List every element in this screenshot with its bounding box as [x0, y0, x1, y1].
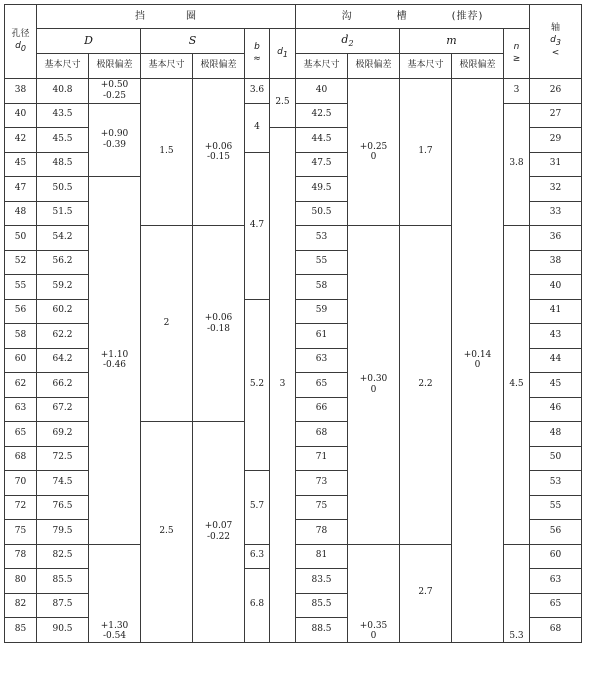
shaft-diameter-header [530, 5, 582, 79]
D-basic-size-cell: 62.2 [37, 324, 89, 349]
shaft-diameter-cell: 56 [530, 520, 582, 545]
D-limit-deviation-cell-upper: +1.10 [100, 349, 129, 360]
hole-diameter-cell: 82 [5, 593, 37, 618]
b-value-cell: 6.3 [245, 544, 270, 569]
groove-d2-header [296, 29, 400, 54]
shaft-diameter-cell: 53 [530, 471, 582, 496]
D-limit-deviation-cell-lower: -0.54 [102, 631, 127, 642]
b-value-cell: 3.6 [245, 79, 270, 104]
D-basic-size-cell: 54.2 [37, 226, 89, 251]
D-basic-size-header: 基本尺寸 [37, 54, 89, 79]
d2-basic-size-cell: 40 [296, 79, 348, 104]
D-basic-size-cell: 67.2 [37, 397, 89, 422]
n-value-cell: 3 [504, 79, 530, 104]
shaft-diameter-cell: 41 [530, 299, 582, 324]
groove-n-symbol: n [513, 41, 520, 52]
d2-limit-deviation-cell-lower: 0 [370, 384, 377, 395]
groove-group-label-3: (推荐) [451, 11, 484, 22]
hole-diameter-cell: 56 [5, 299, 37, 324]
d2-basic-size-cell: 47.5 [296, 152, 348, 177]
shaft-diameter-cell: 50 [530, 446, 582, 471]
S-limit-deviation-cell [193, 226, 245, 422]
shaft-diameter-cell: 32 [530, 177, 582, 202]
shaft-diameter-cell: 40 [530, 275, 582, 300]
D-limit-deviation-cell-upper: +0.50 [100, 80, 129, 91]
D-basic-size-cell: 56.2 [37, 250, 89, 275]
d1-value-cell: 3 [270, 128, 296, 643]
S-limit-deviation-cell [193, 79, 245, 226]
D-basic-size-cell: 76.5 [37, 495, 89, 520]
shaft-diameter-subscript: 3 [555, 37, 561, 47]
D-limit-deviation-header: 极限偏差 [89, 54, 141, 79]
shaft-diameter-label: 轴 [550, 23, 560, 34]
m-basic-size-header: 基本尺寸 [400, 54, 452, 79]
d2-basic-size-cell: 85.5 [296, 593, 348, 618]
shaft-diameter-cell: 33 [530, 201, 582, 226]
groove-d2-subscript: 2 [348, 38, 354, 48]
shaft-diameter-cell: 46 [530, 397, 582, 422]
ring-d1-header [270, 29, 296, 79]
S-basic-size-cell: 1.5 [141, 79, 193, 226]
shaft-diameter-cell: 26 [530, 79, 582, 104]
D-basic-size-cell: 66.2 [37, 373, 89, 398]
ring-group-label-1: 挡 [135, 11, 146, 22]
hole-diameter-label: 孔径 [11, 29, 30, 40]
d2-basic-size-cell: 73 [296, 471, 348, 496]
shaft-diameter-cell: 29 [530, 128, 582, 153]
d2-basic-size-cell: 81 [296, 544, 348, 569]
hole-diameter-cell: 78 [5, 544, 37, 569]
D-basic-size-cell: 43.5 [37, 103, 89, 128]
ring-b-comparator: ≈ [253, 53, 261, 64]
ring-d1-subscript: 1 [282, 49, 288, 59]
hole-diameter-cell: 48 [5, 201, 37, 226]
D-basic-size-cell: 74.5 [37, 471, 89, 496]
m-limit-deviation-cell [452, 79, 504, 643]
S-limit-deviation-cell-upper: +0.06 [204, 313, 233, 324]
shaft-diameter-cell: 65 [530, 593, 582, 618]
D-limit-deviation-cell [89, 544, 141, 642]
d2-basic-size-cell: 75 [296, 495, 348, 520]
d2-basic-size-cell: 78 [296, 520, 348, 545]
hole-diameter-cell: 47 [5, 177, 37, 202]
D-limit-deviation-cell-lower: -0.39 [102, 139, 127, 150]
d2-basic-size-cell: 65 [296, 373, 348, 398]
D-basic-size-cell: 79.5 [37, 520, 89, 545]
ring-b-header [245, 29, 270, 79]
shaft-diameter-symbol: d [550, 34, 556, 45]
d2-basic-size-cell: 50.5 [296, 201, 348, 226]
groove-d2-symbol: d [341, 32, 349, 46]
retaining-ring-dimension-table [4, 4, 582, 643]
hole-diameter-cell: 45 [5, 152, 37, 177]
d2-limit-deviation-cell [348, 226, 400, 545]
D-basic-size-cell: 40.8 [37, 79, 89, 104]
D-basic-size-cell: 48.5 [37, 152, 89, 177]
m-limit-deviation-cell-upper: +0.14 [463, 349, 492, 360]
D-basic-size-cell: 85.5 [37, 569, 89, 594]
d2-limit-deviation-cell-lower: 0 [370, 631, 377, 642]
d2-basic-size-cell: 59 [296, 299, 348, 324]
S-limit-deviation-cell-lower: -0.22 [206, 531, 231, 542]
b-value-cell: 5.7 [245, 471, 270, 545]
m-limit-deviation-cell-lower: 0 [474, 360, 481, 371]
D-basic-size-cell: 90.5 [37, 618, 89, 643]
shaft-diameter-cell: 38 [530, 250, 582, 275]
ring-D-header: D [37, 29, 141, 54]
D-basic-size-cell: 60.2 [37, 299, 89, 324]
hole-diameter-cell: 40 [5, 103, 37, 128]
groove-n-header [504, 29, 530, 79]
d2-basic-size-cell: 53 [296, 226, 348, 251]
groove-group-label-1: 沟 [341, 11, 353, 22]
b-value-cell: 5.2 [245, 299, 270, 471]
S-limit-deviation-cell-lower: -0.15 [206, 152, 231, 162]
d2-basic-size-cell: 44.5 [296, 128, 348, 153]
d2-limit-deviation-header: 极限偏差 [348, 54, 400, 79]
S-limit-deviation-header: 极限偏差 [193, 54, 245, 79]
S-limit-deviation-cell-lower: -0.18 [206, 323, 231, 334]
S-basic-size-header: 基本尺寸 [141, 54, 193, 79]
shaft-diameter-cell: 36 [530, 226, 582, 251]
b-value-cell: 6.8 [245, 569, 270, 643]
hole-diameter-cell: 70 [5, 471, 37, 496]
d2-basic-size-cell: 42.5 [296, 103, 348, 128]
hole-diameter-cell: 80 [5, 569, 37, 594]
d2-limit-deviation-cell-upper: +0.30 [359, 374, 388, 385]
d2-basic-size-cell: 55 [296, 250, 348, 275]
hole-diameter-symbol: d [15, 40, 21, 51]
shaft-diameter-cell: 60 [530, 544, 582, 569]
d2-limit-deviation-cell-upper: +0.35 [359, 620, 388, 631]
hole-diameter-cell: 72 [5, 495, 37, 520]
ring-group-label-2: 圈 [186, 11, 197, 22]
S-limit-deviation-cell-upper: +0.07 [204, 521, 233, 532]
D-limit-deviation-cell-lower: -0.46 [102, 360, 127, 371]
d2-basic-size-cell: 49.5 [296, 177, 348, 202]
m-limit-deviation-header: 极限偏差 [452, 54, 504, 79]
hole-diameter-cell: 63 [5, 397, 37, 422]
D-basic-size-cell: 59.2 [37, 275, 89, 300]
shaft-diameter-comparator: < [551, 48, 560, 59]
hole-diameter-cell: 62 [5, 373, 37, 398]
m-basic-size-cell: 1.7 [400, 79, 452, 226]
d2-limit-deviation-cell [348, 544, 400, 642]
shaft-diameter-cell: 45 [530, 373, 582, 398]
d2-limit-deviation-cell-upper: +0.25 [359, 141, 388, 152]
hole-diameter-cell: 50 [5, 226, 37, 251]
ring-S-header: S [141, 29, 245, 54]
shaft-diameter-cell: 55 [530, 495, 582, 520]
S-basic-size-cell: 2.5 [141, 422, 193, 643]
D-limit-deviation-cell [89, 177, 141, 545]
d2-basic-size-cell: 83.5 [296, 569, 348, 594]
D-limit-deviation-cell [89, 103, 141, 177]
hole-diameter-header [5, 5, 37, 79]
hole-diameter-subscript: 0 [20, 43, 26, 53]
S-limit-deviation-cell-upper: +0.06 [204, 141, 233, 152]
groove-group-header [296, 5, 530, 29]
hole-diameter-cell: 65 [5, 422, 37, 447]
shaft-diameter-cell: 68 [530, 618, 582, 643]
d2-basic-size-cell: 63 [296, 348, 348, 373]
D-limit-deviation-cell [89, 79, 141, 104]
groove-group-label-2: 槽 [396, 11, 408, 22]
d2-limit-deviation-cell [348, 79, 400, 226]
D-basic-size-cell: 64.2 [37, 348, 89, 373]
D-limit-deviation-cell-lower: -0.25 [102, 90, 127, 101]
hole-diameter-cell: 75 [5, 520, 37, 545]
D-basic-size-cell: 50.5 [37, 177, 89, 202]
D-basic-size-cell: 87.5 [37, 593, 89, 618]
shaft-diameter-cell: 44 [530, 348, 582, 373]
ring-group-header [37, 5, 296, 29]
shaft-diameter-cell: 27 [530, 103, 582, 128]
ring-d1-symbol: d [277, 46, 283, 57]
shaft-diameter-cell: 63 [530, 569, 582, 594]
n-value-cell: 5.3 [504, 544, 530, 642]
m-basic-size-cell: 2.2 [400, 226, 452, 545]
n-value-cell: 3.8 [504, 103, 530, 226]
hole-diameter-cell: 68 [5, 446, 37, 471]
d2-basic-size-cell: 58 [296, 275, 348, 300]
groove-n-comparator: ≥ [512, 53, 521, 64]
S-basic-size-cell: 2 [141, 226, 193, 422]
d1-value-cell: 2.5 [270, 79, 296, 128]
D-limit-deviation-cell-upper: +0.90 [100, 129, 129, 140]
ring-b-symbol: b [254, 41, 260, 52]
d2-basic-size-cell: 71 [296, 446, 348, 471]
m-basic-size-cell: 2.7 [400, 544, 452, 642]
d2-basic-size-cell: 88.5 [296, 618, 348, 643]
S-limit-deviation-cell [193, 422, 245, 643]
D-basic-size-cell: 45.5 [37, 128, 89, 153]
b-value-cell: 4.7 [245, 152, 270, 299]
d2-basic-size-header: 基本尺寸 [296, 54, 348, 79]
D-basic-size-cell: 51.5 [37, 201, 89, 226]
hole-diameter-cell: 52 [5, 250, 37, 275]
d2-basic-size-cell: 61 [296, 324, 348, 349]
hole-diameter-cell: 85 [5, 618, 37, 643]
hole-diameter-cell: 58 [5, 324, 37, 349]
b-value-cell: 4 [245, 103, 270, 152]
hole-diameter-cell: 55 [5, 275, 37, 300]
D-basic-size-cell: 82.5 [37, 544, 89, 569]
groove-m-header: m [400, 29, 504, 54]
d2-limit-deviation-cell-lower: 0 [370, 152, 377, 162]
d2-basic-size-cell: 68 [296, 422, 348, 447]
hole-diameter-cell: 38 [5, 79, 37, 104]
D-basic-size-cell: 69.2 [37, 422, 89, 447]
D-basic-size-cell: 72.5 [37, 446, 89, 471]
d2-basic-size-cell: 66 [296, 397, 348, 422]
shaft-diameter-cell: 31 [530, 152, 582, 177]
n-value-cell: 4.5 [504, 226, 530, 545]
hole-diameter-cell: 42 [5, 128, 37, 153]
shaft-diameter-cell: 43 [530, 324, 582, 349]
D-limit-deviation-cell-upper: +1.30 [100, 620, 129, 631]
hole-diameter-cell: 60 [5, 348, 37, 373]
shaft-diameter-cell: 48 [530, 422, 582, 447]
table-row [5, 79, 582, 104]
